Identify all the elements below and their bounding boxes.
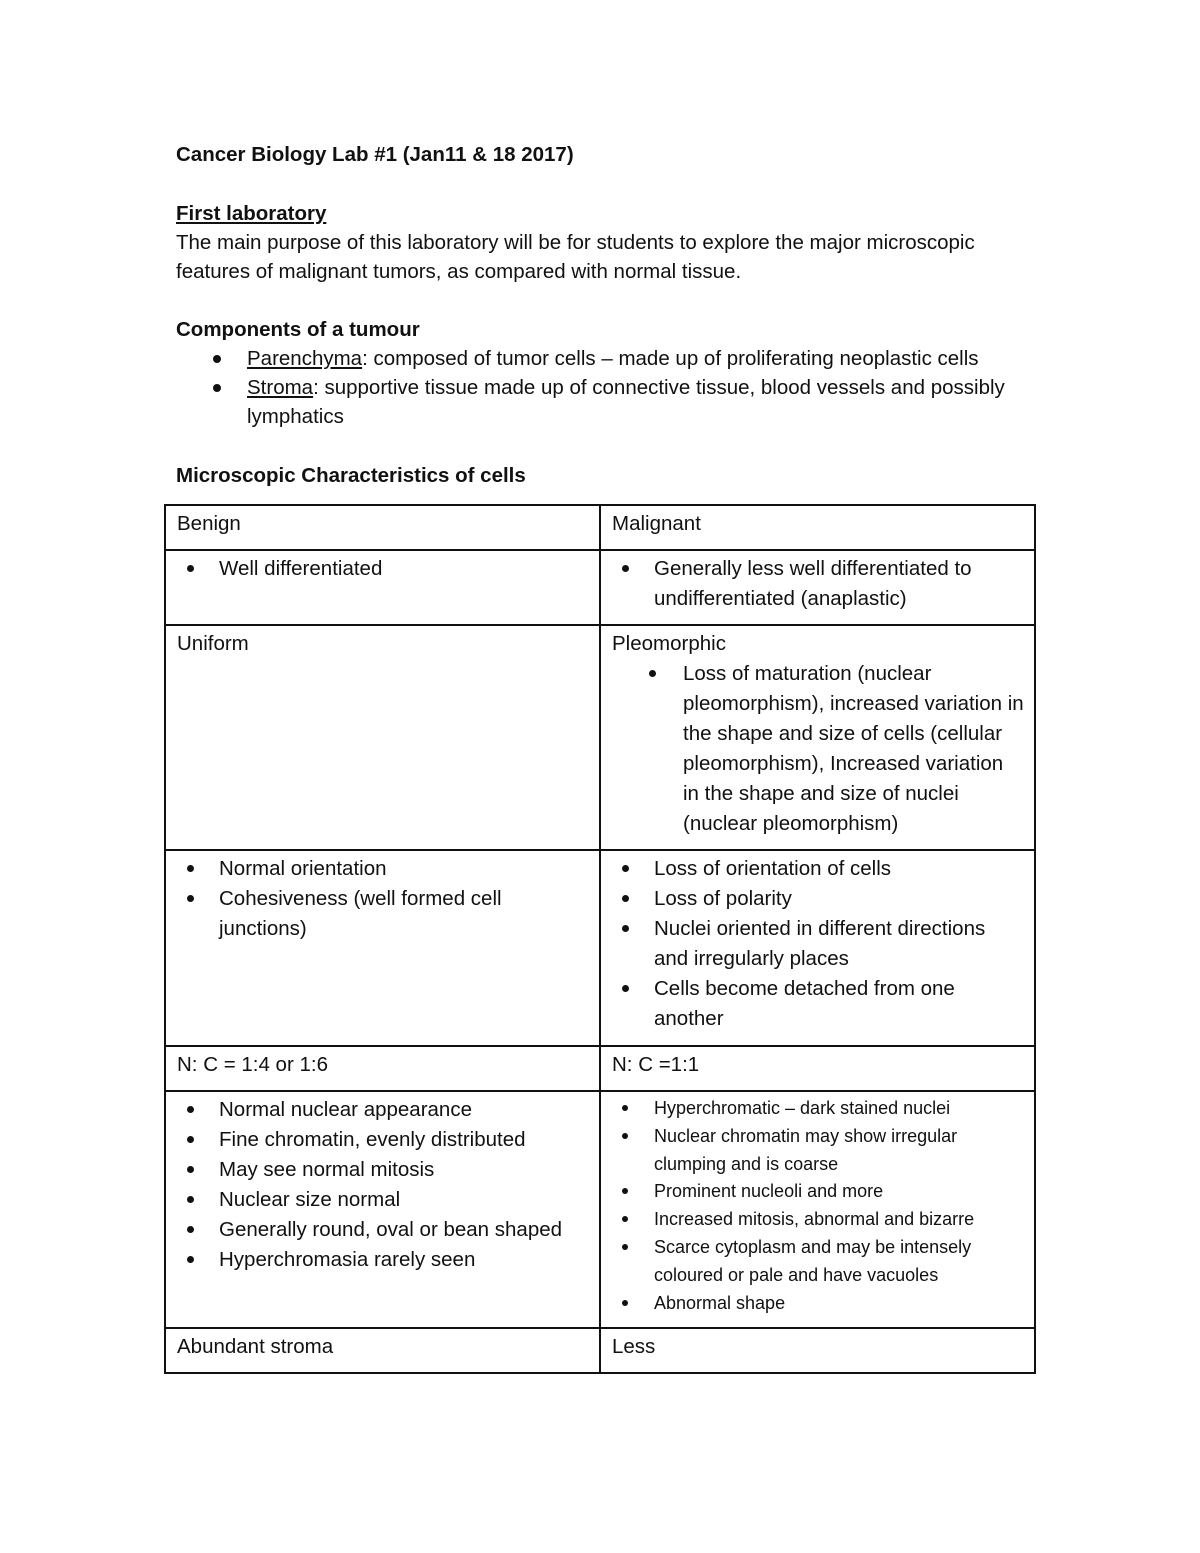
list-item: Nuclear chromatin may show irregular clumping and is coarse (612, 1123, 1024, 1179)
list-item: Loss of orientation of cells (612, 854, 1024, 884)
list-item: Well differentiated (177, 554, 589, 584)
list-item: Cohesiveness (well formed cell junctions) (177, 884, 589, 944)
first-lab-heading: First laboratory (176, 202, 327, 225)
cell-benign: Uniform (165, 625, 600, 850)
list-item: Scarce cytoplasm and may be intensely coloured or pale and have vacuoles (612, 1234, 1024, 1290)
list-item: Normal orientation (177, 854, 589, 884)
table-row (165, 1328, 1035, 1373)
list-item: Increased mitosis, abnormal and bizarre (612, 1206, 1024, 1234)
table-row (165, 850, 1035, 1046)
list-item: Nuclei oriented in different directions and irregularly places (612, 914, 1024, 974)
cell-malignant (600, 625, 1035, 850)
list-item (176, 344, 1036, 373)
document-body (176, 140, 1036, 498)
table-row (165, 505, 1035, 550)
list-item (176, 373, 1036, 431)
cell-benign: Abundant stroma (165, 1328, 600, 1373)
header-benign: Benign (165, 505, 600, 550)
cell-malignant (600, 1091, 1035, 1328)
cell-malignant: Less (600, 1328, 1035, 1373)
list-item: Generally less well differentiated to undifferentiated (anaplastic) (612, 554, 1024, 614)
components-heading: Components of a tumour (176, 318, 420, 341)
first-lab-paragraph: The main purpose of this laboratory will be for students to explore the major microscopic features of malignant tumors, as compared with normal tissue. (176, 231, 975, 283)
table-heading: Microscopic Characteristics of cells (176, 464, 526, 487)
list-item: Prominent nucleoli and more (612, 1178, 1024, 1206)
components-list (176, 344, 1036, 431)
malignant-title: Pleomorphic (612, 632, 726, 655)
component-text: : supportive tissue made up of connective tissue, blood vessels and possibly lymphatics (247, 376, 1005, 428)
list-item: Hyperchromatic – dark stained nuclei (612, 1095, 1024, 1123)
list-item: May see normal mitosis (177, 1155, 589, 1185)
list-item: Loss of maturation (nuclear pleomorphism), increased variation in the shape and size of cells (cellular pleomorphism), Increased variation in the shape and size of nuclei (nuclear pleomorphism) (612, 659, 1024, 839)
list-item: Hyperchromasia rarely seen (177, 1245, 589, 1275)
characteristics-table (164, 504, 1036, 1374)
header-malignant: Malignant (600, 505, 1035, 550)
cell-benign (165, 850, 600, 1046)
list-item: Fine chromatin, evenly distributed (177, 1125, 589, 1155)
benign-list (177, 554, 589, 584)
cell-benign: N: C = 1:4 or 1:6 (165, 1046, 600, 1091)
cell-benign (165, 550, 600, 625)
list-item: Abnormal shape (612, 1290, 1024, 1318)
list-item: Loss of polarity (612, 884, 1024, 914)
list-item: Generally round, oval or bean shaped (177, 1215, 589, 1245)
component-text: : composed of tumor cells – made up of proliferating neoplastic cells (362, 347, 979, 370)
component-term: Parenchyma (247, 347, 363, 370)
list-item: Normal nuclear appearance (177, 1095, 589, 1125)
malignant-list (612, 554, 1024, 614)
benign-list (177, 1095, 589, 1275)
cell-malignant (600, 850, 1035, 1046)
cell-benign (165, 1091, 600, 1328)
table-row (165, 550, 1035, 625)
cell-malignant: N: C =1:1 (600, 1046, 1035, 1091)
malignant-list (612, 1095, 1024, 1317)
list-item: Cells become detached from one another (612, 974, 1024, 1034)
benign-list (177, 854, 589, 944)
table-row (165, 1091, 1035, 1328)
table-row (165, 1046, 1035, 1091)
table-row (165, 625, 1035, 850)
cell-malignant (600, 550, 1035, 625)
list-item: Nuclear size normal (177, 1185, 589, 1215)
malignant-list (612, 854, 1024, 1034)
component-term: Stroma (247, 376, 314, 399)
document-title: Cancer Biology Lab #1 (Jan11 & 18 2017) (176, 143, 574, 166)
malignant-list (612, 659, 1024, 839)
